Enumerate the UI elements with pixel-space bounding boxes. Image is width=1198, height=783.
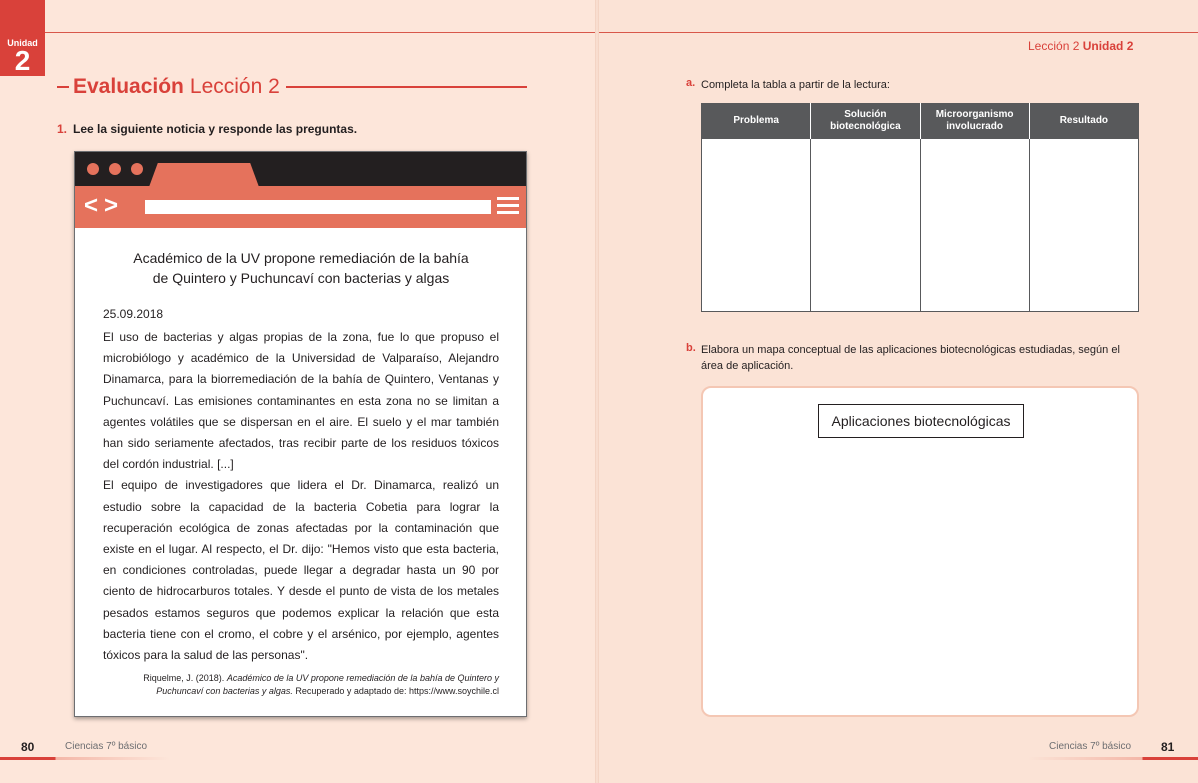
header-lesson: Lección 2 <box>1028 39 1080 53</box>
browser-address-bar <box>75 186 526 228</box>
article-title <box>115 248 487 288</box>
title-regular: Lección 2 <box>189 75 280 98</box>
window-dot-icon <box>87 163 99 175</box>
answer-cell-microorganismo[interactable] <box>920 139 1029 312</box>
table-header-microorganismo: Microorganismo involucrado <box>920 103 1029 139</box>
article-date: 25.09.2018 <box>103 307 164 321</box>
question-number: 1. <box>57 122 68 136</box>
title-rule <box>286 86 527 88</box>
unit-tab <box>0 0 45 76</box>
article-citation <box>105 672 499 698</box>
page-number-right: 81 <box>1161 740 1175 754</box>
article-paragraph-1: El uso de bacterias y algas propias de la zona, fue lo que propuso el microbiólogo y académico de la Universidad de Valparaíso, Alejandro Dinamarca, para la biorremediación de la bahía de Quintero, Ventanas y Puchuncaví. Las emisiones contaminantes en esta zona no se limitan a agentes volátiles que se dispersan en el aire. El suelo y el mar también han sido seriamente afectados, tras recibir parte de los residuos tóxicos del cordón industrial. [...] <box>103 330 499 472</box>
top-rule-left <box>0 32 597 33</box>
question-text: Lee la siguiente noticia y responde las preguntas. <box>73 122 358 136</box>
window-dot-icon <box>109 163 121 175</box>
left-page <box>0 0 597 783</box>
browser-tab <box>149 163 259 187</box>
citation-author: Riquelme, J. (2018). <box>143 673 225 683</box>
unit-number: 2 <box>14 45 31 76</box>
title-dash <box>57 86 69 88</box>
browser-titlebar <box>75 152 526 186</box>
url-field <box>145 200 491 214</box>
footer-rule-right <box>1028 757 1198 760</box>
item-b-text: Elabora un mapa conceptual de las aplicaciones biotecnológicas estudiadas, según el área de aplicación. <box>701 344 1120 372</box>
citation-title: Académico de la UV propone remediación de la bahía de Quintero y Puchuncaví con bacterias y algas. <box>156 673 499 696</box>
item-a-letter: a. <box>686 77 696 89</box>
running-header <box>1028 39 1133 53</box>
book-title-left: Ciencias 7º básico <box>65 741 148 752</box>
article-title-line1: Académico de la UV propone remediación de la bahía <box>133 250 469 266</box>
section-title <box>57 70 527 104</box>
header-unit: Unidad 2 <box>1082 39 1134 53</box>
footer-rule-left <box>0 757 170 760</box>
article-body <box>103 327 499 666</box>
page-number-left: 80 <box>21 740 35 754</box>
response-table <box>701 103 1139 312</box>
item-a-text: Completa la tabla a partir de la lectura: <box>701 79 890 91</box>
back-forward-arrows-icon: <> <box>84 192 125 219</box>
window-dot-icon <box>131 163 143 175</box>
table-header-row <box>702 103 1139 139</box>
title-bold: Evaluación <box>73 75 184 98</box>
table-header-problema: Problema <box>702 103 811 139</box>
answer-cell-problema[interactable] <box>702 139 811 312</box>
article-paragraph-2: El equipo de investigadores que lidera el Dr. Dinamarca, realizó un estudio sobre la capacidad de la bacteria Cobetia para lograr la recuperación ecológica de zonas afectadas por la contaminación que existe en el lugar. Al respecto, el Dr. dijo: "Hemos visto que esta bacteria, en condiciones controladas, puede llegar a degradar hasta un 90 por ciento de hidrocarburos totales. Y desde el punto de vista de los metales pesados estamos seguros que podemos explicar la relación que esta bacteria tiene con el cromo, el cobre y el arsénico, por ejemplo, agentes tóxicos para la salud de las personas". <box>103 478 499 663</box>
table-row <box>702 139 1139 312</box>
citation-source: Recuperado y adaptado de: https://www.soychile.cl <box>295 686 499 696</box>
book-title-right: Ciencias 7º básico <box>1049 741 1132 752</box>
concept-map-area[interactable] <box>701 386 1139 717</box>
article-title-line2: de Quintero y Puchuncaví con bacterias y algas <box>152 270 450 286</box>
item-b-letter: b. <box>686 342 696 354</box>
table-header-solucion: Solución biotecnológica <box>811 103 920 139</box>
answer-cell-solucion[interactable] <box>811 139 920 312</box>
browser-window <box>74 151 527 717</box>
top-rule-right <box>599 32 1198 33</box>
unit-label: Unidad <box>7 38 38 48</box>
answer-cell-resultado[interactable] <box>1029 139 1138 312</box>
concept-map-root-node: Aplicaciones biotecnológicas <box>818 404 1024 438</box>
table-header-resultado: Resultado <box>1029 103 1138 139</box>
hamburger-menu-icon <box>497 197 519 215</box>
